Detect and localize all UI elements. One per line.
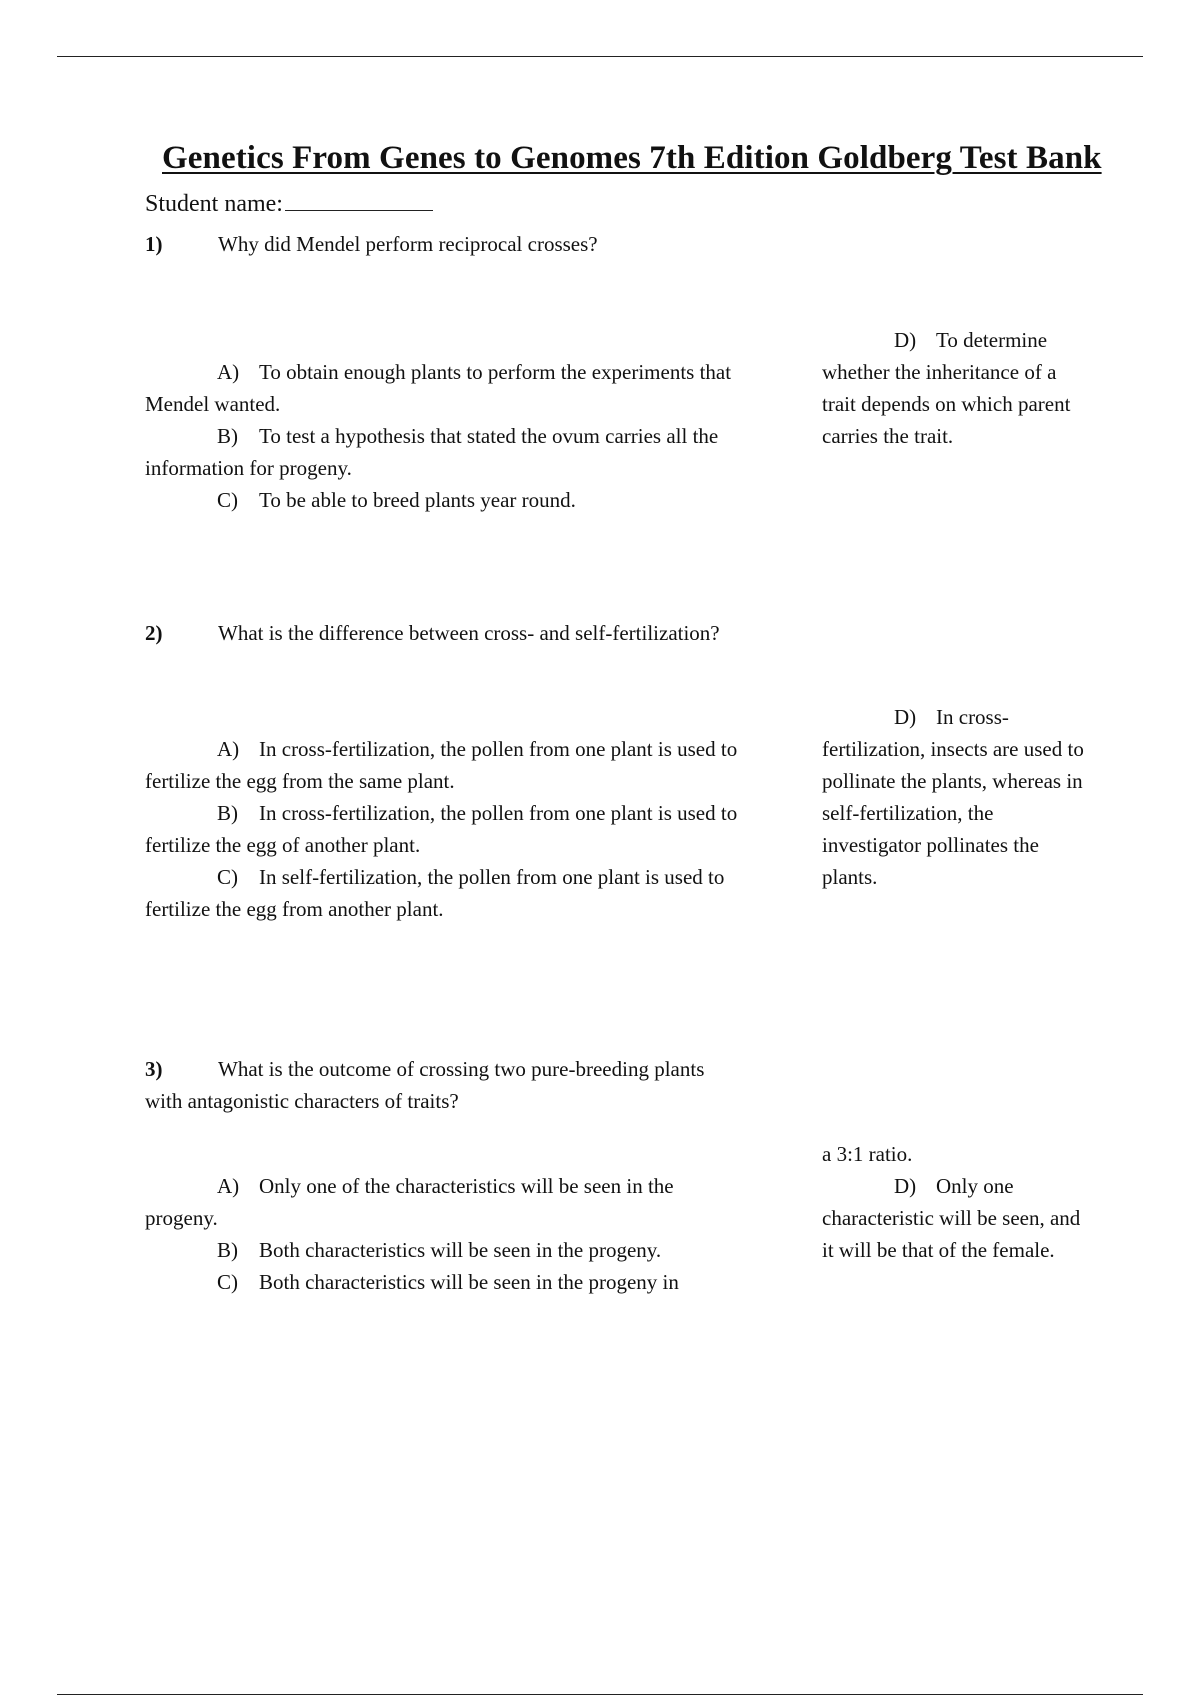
option-letter: B)	[217, 424, 238, 448]
option-text: Only one characteristic will be seen, and it will be that of the female.	[822, 1174, 1081, 1262]
question-2-options-right	[822, 701, 1094, 893]
question-1-options-right	[822, 324, 1094, 452]
question-text: What is the difference between cross- and self-fertilization?	[218, 621, 720, 645]
question-text: Why did Mendel perform reciprocal crosses?	[218, 232, 598, 256]
option-letter: A)	[217, 360, 240, 384]
option-text: Both characteristics will be seen in the progeny in	[259, 1270, 679, 1294]
option-letter: A)	[217, 737, 240, 761]
option-text: To be able to breed plants year round.	[259, 488, 576, 512]
option-d[interactable]	[822, 701, 1094, 893]
question-1-stem	[145, 228, 745, 260]
option-letter: C)	[217, 865, 238, 889]
option-letter: C)	[217, 488, 238, 512]
bottom-rule	[57, 1694, 1143, 1695]
option-text: To determine whether the inheritance of a trait depends on which parent carries the trait.	[822, 328, 1071, 448]
option-b[interactable]	[145, 1234, 750, 1266]
option-text: Both characteristics will be seen in the progeny.	[259, 1238, 662, 1262]
question-number: 3)	[145, 1057, 163, 1081]
option-c[interactable]	[145, 1266, 750, 1298]
option-c[interactable]	[145, 484, 750, 516]
option-text: To test a hypothesis that stated the ovum carries all the information for progeny.	[145, 424, 719, 480]
option-d[interactable]	[822, 324, 1094, 452]
student-name-label: Student name:	[145, 191, 283, 217]
option-text: To obtain enough plants to perform the experiments that Mendel wanted.	[145, 360, 732, 416]
question-3-options-right	[822, 1138, 1094, 1266]
option-letter: C)	[217, 1270, 238, 1294]
question-3-options-left	[145, 1170, 750, 1298]
student-name-blank[interactable]	[285, 188, 433, 211]
option-text: In cross-fertilization, the pollen from one plant is used to fertilize the egg from the same plant.	[145, 737, 738, 793]
question-text: What is the outcome of crossing two pure-breeding plants with antagonistic characters of traits?	[145, 1057, 705, 1113]
question-number: 1)	[145, 232, 163, 256]
option-b[interactable]	[145, 797, 750, 861]
option-text: In self-fertilization, the pollen from one plant is used to fertilize the egg from another plant.	[145, 865, 725, 921]
option-letter: D)	[894, 1174, 917, 1198]
option-text: In cross-fertilization, the pollen from one plant is used to fertilize the egg of another plant.	[145, 801, 738, 857]
option-text: Only one of the characteristics will be seen in the progeny.	[145, 1174, 674, 1230]
question-2-stem	[145, 617, 745, 649]
question-number: 2)	[145, 621, 163, 645]
option-text: In cross-fertilization, insects are used to pollinate the plants, whereas in self-fertilization, the investigator pollinates the plants.	[822, 705, 1084, 889]
option-a[interactable]	[145, 1170, 750, 1234]
option-letter: B)	[217, 1238, 238, 1262]
option-c[interactable]	[145, 861, 750, 925]
option-letter: D)	[894, 705, 917, 729]
option-letter: B)	[217, 801, 238, 825]
question-2-options-left	[145, 733, 750, 925]
option-a[interactable]	[145, 356, 750, 420]
top-rule	[57, 56, 1143, 57]
option-letter: D)	[894, 328, 917, 352]
option-c-continuation: a 3:1 ratio.	[822, 1142, 913, 1166]
option-d[interactable]	[822, 1170, 1094, 1266]
page-title: Genetics From Genes to Genomes 7th Edition Goldberg Test Bank	[162, 140, 1102, 176]
option-letter: A)	[217, 1174, 240, 1198]
option-a[interactable]	[145, 733, 750, 797]
question-3-stem	[145, 1053, 745, 1117]
option-b[interactable]	[145, 420, 750, 484]
question-1-options-left	[145, 356, 750, 516]
student-name-line	[145, 188, 433, 218]
